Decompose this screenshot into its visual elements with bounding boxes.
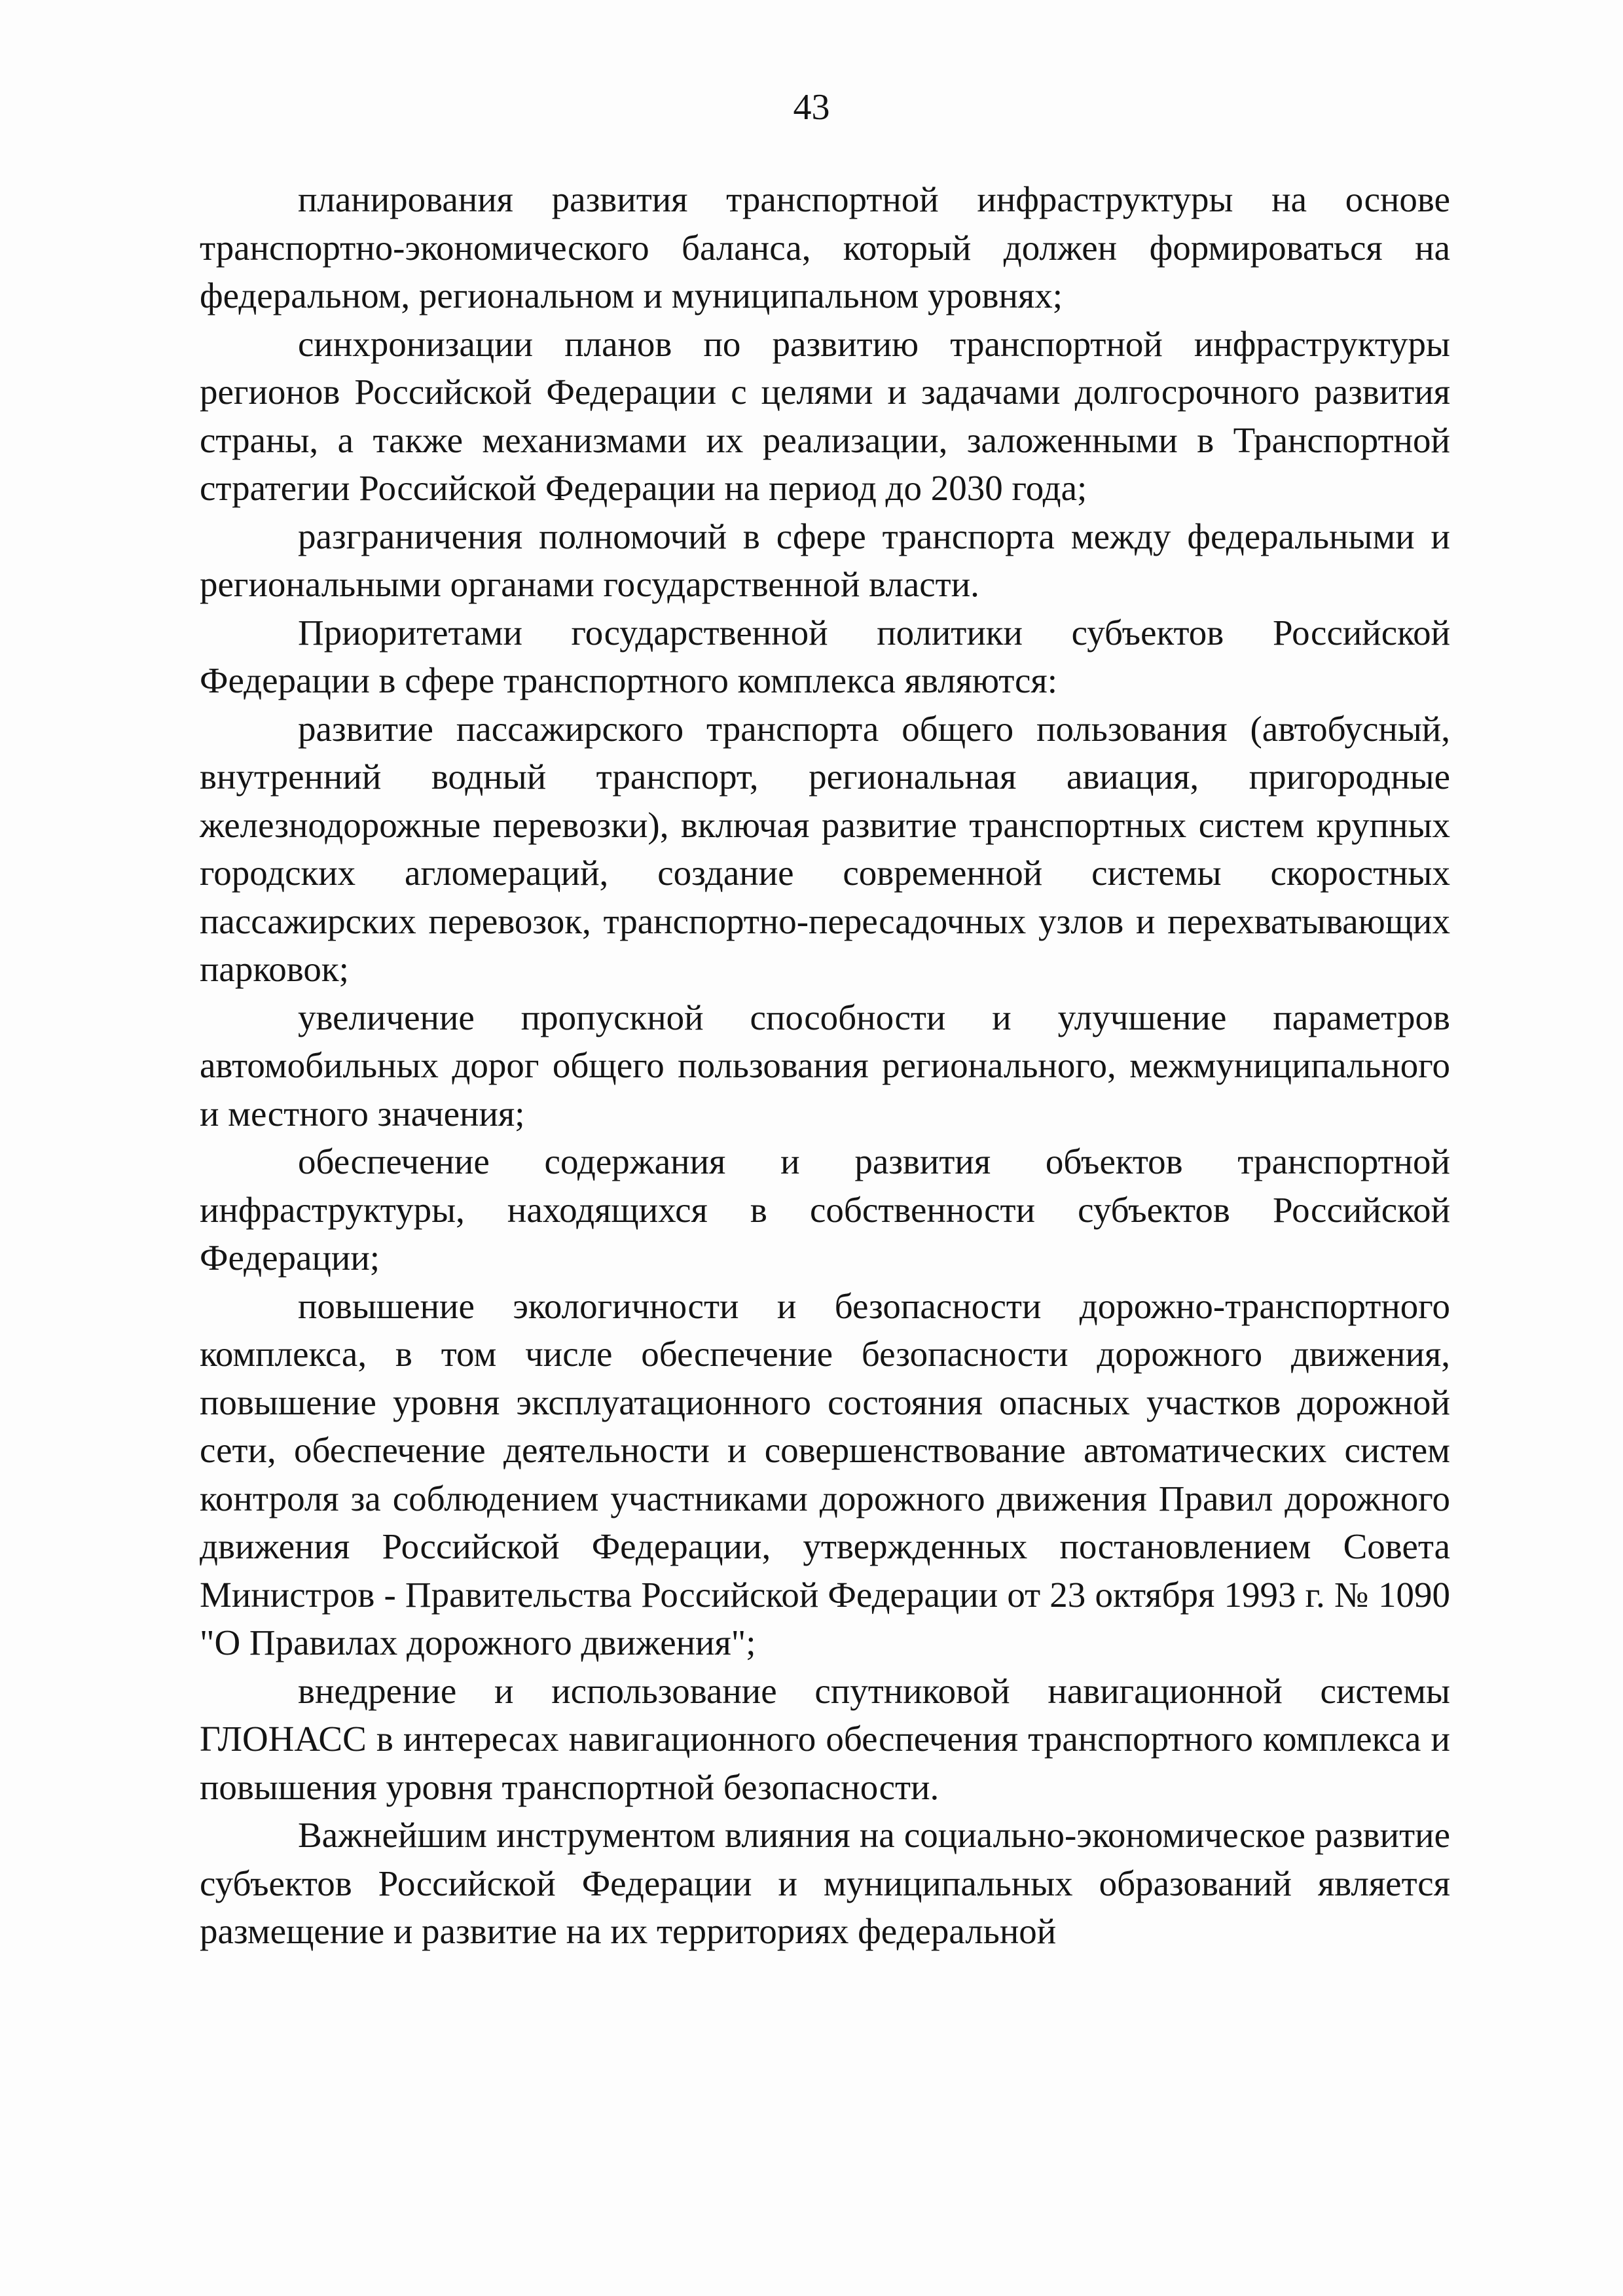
paragraph-key-instrument: Важнейшим инструментом влияния на социально-экономическое развитие субъектов Российской Федерации и муниципальных образований является размещение и развитие на их территориях федеральной — [200, 1815, 1450, 1951]
page-number: 43 — [793, 87, 830, 128]
paragraph-plan-synchronization: синхронизации планов по развитию транспортной инфраструктуры регионов Российской Федерации с целями и задачами долгосрочного развития страны, а также механизмами их реализации, заложенными в Транспортной стратегии Российской Федерации на период до 2030 года; — [200, 323, 1450, 508]
paragraph-road-capacity: увеличение пропускной способности и улучшение параметров автомобильных дорог общего пользования регионального, межмуниципального и местного значения; — [200, 997, 1450, 1134]
paragraph-glonass: внедрение и использование спутниковой навигационной системы ГЛОНАСС в интересах навигационного обеспечения транспортного комплекса и повышения уровня транспортной безопасности. — [200, 1670, 1450, 1807]
paragraph-transport-balance: планирования развития транспортной инфраструктуры на основе транспортно-экономического баланса, который должен формироваться на федеральном, региональном и муниципальном уровнях; — [200, 179, 1450, 315]
paragraph-delimitation-of-powers: разграничения полномочий в сфере транспорта между федеральными и региональными органами государственной власти. — [200, 516, 1450, 604]
paragraph-passenger-transport: развитие пассажирского транспорта общего пользования (автобусный, внутренний водный транспорт, региональная авиация, пригородные железнодорожные перевозки), включая развитие транспортных систем крупных городских агломераций, создание современной системы скоростных пассажирских перевозок, транспортно-пересадочных узлов и перехватывающих парковок; — [200, 708, 1450, 989]
paragraph-road-safety: повышение экологичности и безопасности дорожно-транспортного комплекса, в том числе обеспечение безопасности дорожного движения, повышение уровня эксплуатационного состояния опасных участков дорожной сети, обеспечение деятельности и совершенствование автоматических систем контроля за соблюдением участниками дорожного движения Правил дорожного движения Российской Федерации, утвержденных постановлением Совета Министров - Правительства Российской Федерации от 23 октября 1993 г. № 1090 "О Правилах дорожного движения"; — [200, 1285, 1450, 1662]
document-body — [200, 175, 1450, 1956]
paragraph-infrastructure-maintenance: обеспечение содержания и развития объектов транспортной инфраструктуры, находящихся в собственности субъектов Российской Федерации; — [200, 1141, 1450, 1278]
paragraph-regional-priorities: Приоритетами государственной политики субъектов Российской Федерации в сфере транспортного комплекса являются: — [200, 612, 1450, 700]
